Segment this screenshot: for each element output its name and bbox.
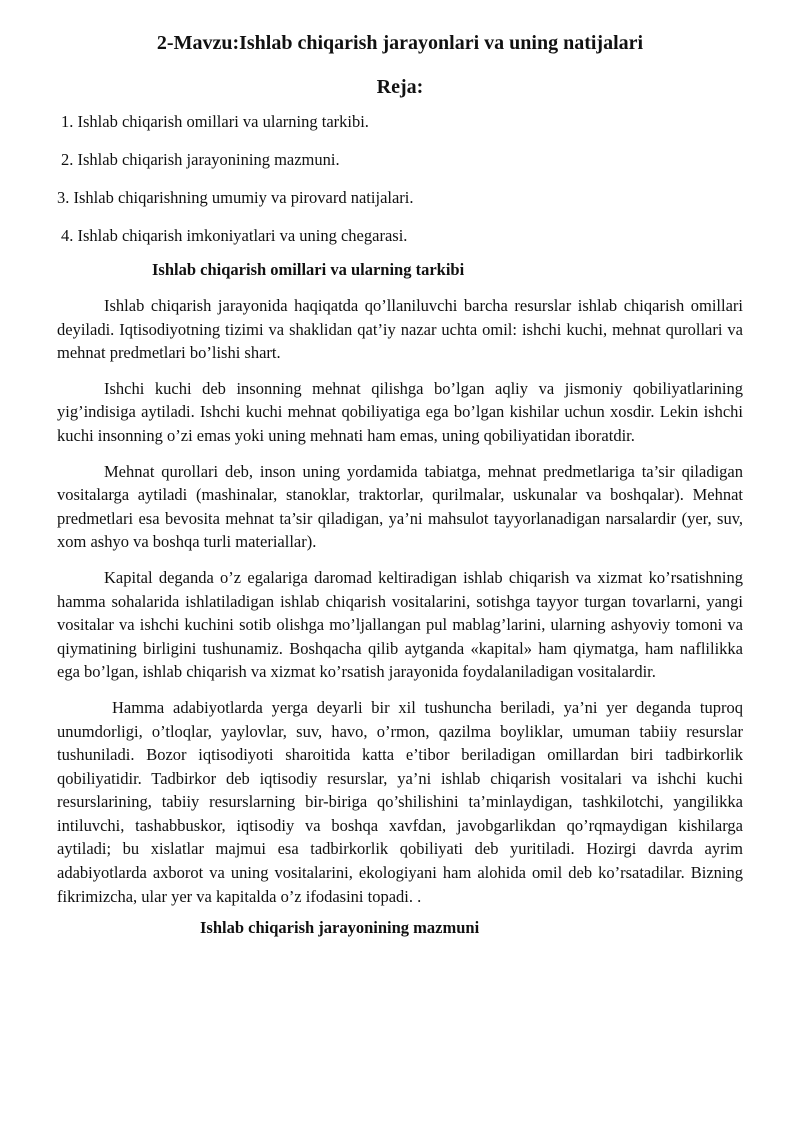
plan-item: 1. Ishlab chiqarish omillari va ularning tarkibi. — [61, 112, 369, 131]
paragraph: Ishchi kuchi deb insonning mehnat qilishga bo’lgan aqliy va jismoniy qobiliyatlarining yig’indisiga aytiladi. Ishchi kuchi mehnat qobiliyatiga ega bo’lgan kishilar uchun xosdir. Lekin ishchi kuchi insonning o’zi emas yoki uning mehnati ham emas, uning qobiliyatidan iboratdir. — [57, 378, 743, 445]
section-heading-factors: Ishlab chiqarish omillari va ularning tarkibi — [152, 260, 465, 279]
plan-item: 4. Ishlab chiqarish imkoniyatlari va uning chegarasi. — [61, 226, 408, 245]
document-page — [57, 20, 743, 940]
document-title: 2-Mavzu:Ishlab chiqarish jarayonlari va uning natijalari — [156, 32, 644, 54]
paragraph: Hamma adabiyotlarda yerga deyarli bir xil tushuncha beriladi, ya’ni yer deganda tuproq unumdorligi, o’tloqlar, yaylovlar, suv, havo, o’rmon, qazilma boyliklar, umuman tabiiy resurslar tushuniladi. Bozor iqtisodiyoti sharoitida katta e’tibor beriladigan omillardan biri tadbirkorlik qobiliyatidir. Tadbirkor deb iqtisodiy resurslar, ya’ni ishlab chiqarish vositalari va ishchi kuchi resurslarining, tabiiy resurslarning bir-biriga qo’shilishini ta’minlaydigan, tashkilotchi, yangilikka intiluvchi, tashabbuskor, iqtisodiy va boshqa xavfdan, javobgarlikdan qo’rqmaydigan kishilarga aytiladi; bu xislatlar majmui esa tadbirkorlik qobiliyati deb yuritiladi. Hozirgi davrda ayrim adabiyotlarda axborot va uning vositalarini, ekologiyani ham alohida omil deb ko’rsatadilar. Bizning fikrimizcha, ular yer va kapitalda o’z ifodasini topadi. . — [57, 697, 743, 906]
paragraph: Ishlab chiqarish jarayonida haqiqatda qo’llaniluvchi barcha resurslar ishlab chiqarish omillari deyiladi. Iqtisodiyotning tizimi va shaklidan qat’iy nazar uchta omil: ishchi kuchi, mehnat qurollari va mehnat predmetlari bo’lishi shart. — [57, 296, 743, 363]
paragraph: Mehnat qurollari deb, inson uning yordamida tabiatga, mehnat predmetlariga ta’sir qiladigan vositalarga aytiladi (mashinalar, stanoklar, traktorlar, qurilmalar, uskunalar va boshqalar). Mehnat predmetlari esa bevosita mehnat ta’sir qiladigan, ya’ni mahsulot tayyorlanadigan narsalardir (yer, suv, xom ashyo va boshqa turli materiallar). — [57, 461, 743, 552]
plan-list — [57, 110, 743, 248]
plan-item: 3. Ishlab chiqarishning umumiy va pirovard natijalari. — [57, 188, 414, 207]
plan-item: 2. Ishlab chiqarish jarayonining mazmuni. — [61, 150, 340, 169]
section-heading-process: Ishlab chiqarish jarayonining mazmuni — [200, 918, 480, 938]
paragraph: Kapital deganda o’z egalariga daromad keltiradigan ishlab chiqarish va xizmat ko’rsatishning hamma sohalarida ishlatiladigan ishlab chiqarish vositalarini, sotishga tayyor turgan tovarlarni, yangi vositalar va ishchi kuchini sotib olishga mo’ljallangan pul mablag’larini, ularning ashyoviy tomoni va qiymatining birligini tushunamiz. Boshqacha qilib aytganda «kapital» ham qiymatga, ham naflilikka ega bo’lgan, ishlab chiqarish va xizmat ko’rsatish jarayonida foydalaniladigan vositalardir. — [57, 567, 743, 682]
plan-heading: Reja: — [376, 76, 424, 98]
